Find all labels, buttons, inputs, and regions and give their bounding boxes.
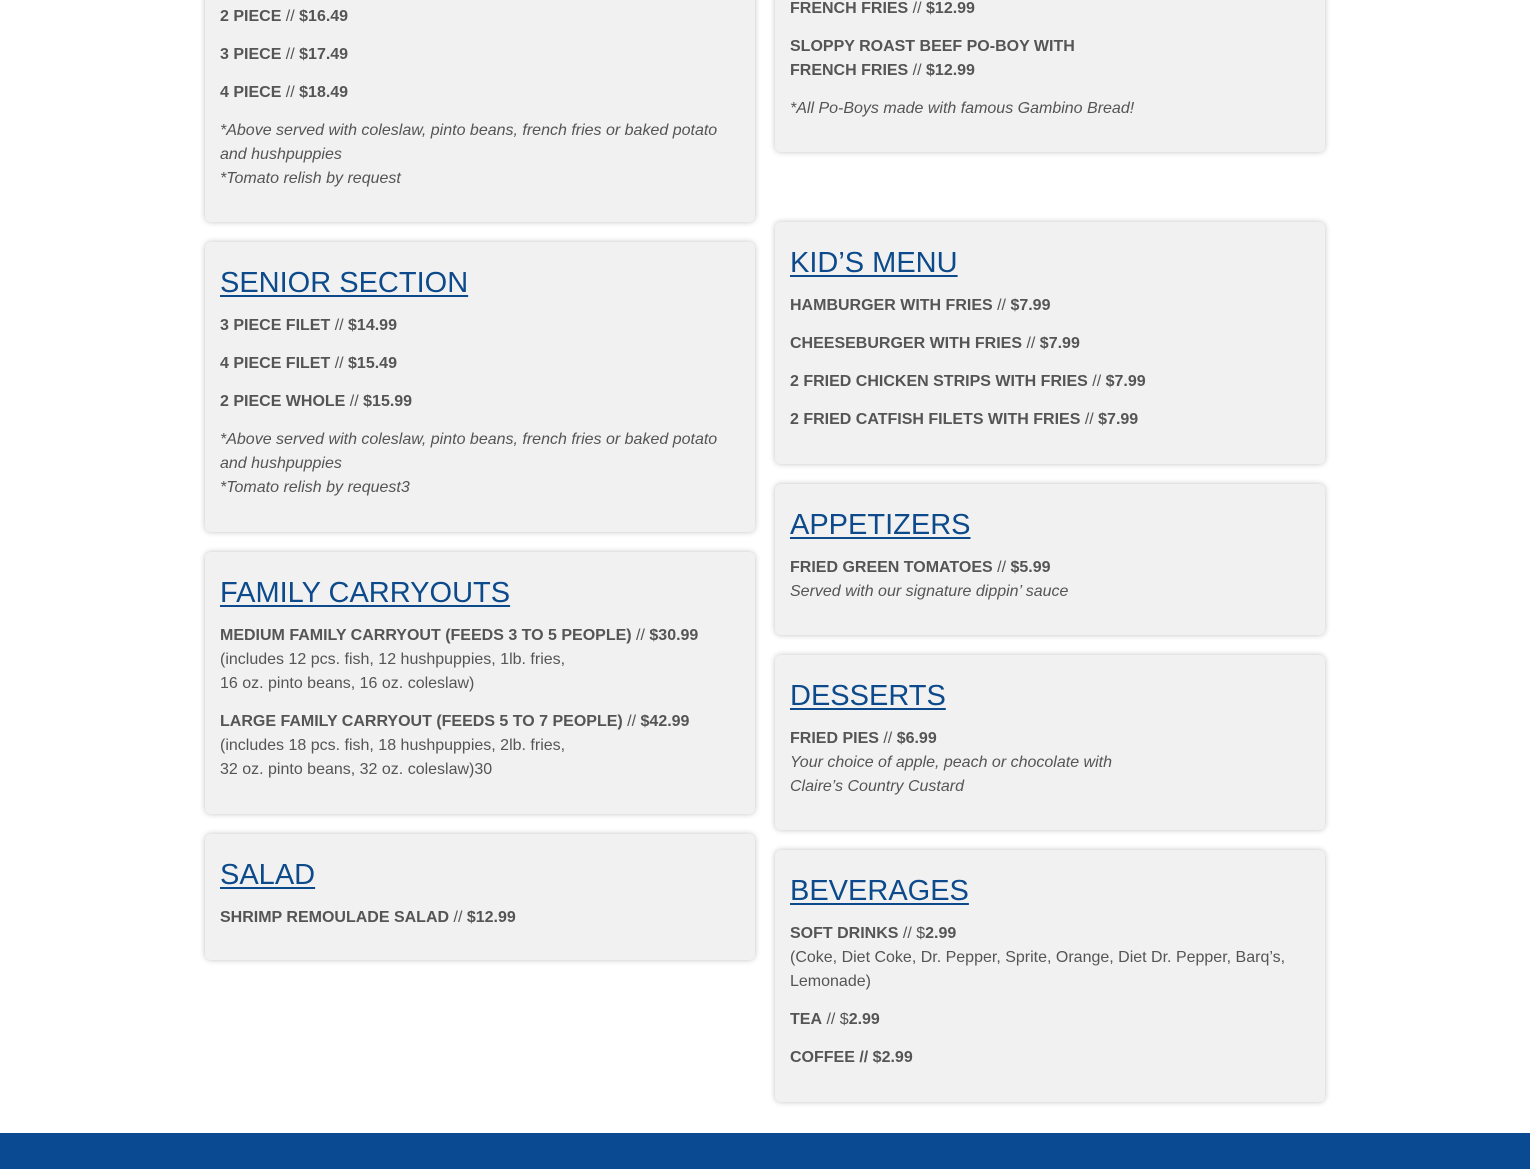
item-price: $7.99: [1098, 411, 1139, 428]
menu-item: [220, 43, 740, 67]
item-price: $12.99: [466, 909, 516, 926]
item-name: FRIED PIES: [790, 730, 879, 747]
item-price: $5.99: [1010, 559, 1051, 576]
menu-item: [220, 624, 740, 696]
item-description: (includes 12 pcs. fish, 12 hushpuppies, 1lb. fries,: [220, 651, 566, 668]
menu-item: [790, 922, 1310, 994]
item-name: TEA: [790, 1011, 822, 1028]
menu-item: [790, 1046, 1310, 1070]
separator: //: [330, 317, 349, 334]
item-price: $14.99: [348, 317, 397, 334]
item-price: 2.99: [925, 925, 957, 942]
menu-item: [790, 727, 1310, 799]
relish-note: *Tomato relish by request3: [220, 479, 410, 496]
item-name: HAMBURGER WITH FRIES: [790, 297, 993, 314]
relish-note: *Tomato relish by request: [220, 170, 401, 187]
item-name: 3 PIECE: [220, 46, 282, 63]
item-name: LARGE FAMILY CARRYOUT (FEEDS 5 TO 7 PEOPLE): [220, 713, 623, 730]
item-description: 16 oz. pinto beans, 16 oz. coleslaw): [220, 675, 475, 692]
menu-item: [790, 294, 1310, 318]
beverages-card: [775, 850, 1325, 1102]
item-price: $6.99: [896, 730, 937, 747]
item-description: 32 oz. pinto beans, 32 oz. coleslaw)30: [220, 761, 493, 778]
section-title: SENIOR SECTION: [220, 267, 469, 299]
sides-note: *Above served with coleslaw, pinto beans, french fries or baked potato and hushpuppies: [220, 122, 718, 163]
item-price: $30.99: [649, 627, 699, 644]
sides-note: *Above served with coleslaw, pinto beans, french fries or baked potato and hushpuppies: [220, 431, 718, 472]
menu-item: [790, 0, 1310, 21]
section-title: APPETIZERS: [790, 509, 971, 541]
item-name: SOFT DRINKS: [790, 925, 899, 942]
item-description: (Coke, Diet Coke, Dr. Pepper, Sprite, Orange, Diet Dr. Pepper, Barq’s, Lemonade): [790, 949, 1286, 990]
item-description: Your choice of apple, peach or chocolate with: [790, 754, 1112, 771]
item-name: FRENCH FRIES: [790, 62, 909, 79]
menu-item: [220, 906, 740, 930]
item-name: FRENCH FRIES: [790, 0, 909, 17]
item-name: CHEESEBURGER WITH FRIES: [790, 335, 1023, 352]
right-column: [775, 0, 1325, 1122]
item-name: 2 PIECE WHOLE: [220, 393, 346, 410]
item-price: $15.49: [348, 355, 397, 372]
item-name: MEDIUM FAMILY CARRYOUT (FEEDS 3 TO 5 PEOPLE): [220, 627, 632, 644]
separator: //: [281, 8, 300, 25]
item-price: $7.99: [1010, 297, 1051, 314]
left-column: [205, 0, 755, 980]
notes: [220, 119, 740, 191]
separator: //: [631, 627, 650, 644]
item-name: 2 FRIED CATFISH FILETS WITH FRIES: [790, 411, 1081, 428]
footer-bar: [0, 1133, 1530, 1169]
separator: //: [345, 393, 364, 410]
section-title: FAMILY CARRYOUTS: [220, 577, 511, 609]
item-name: SLOPPY ROAST BEEF PO-BOY WITH: [790, 38, 1075, 55]
item-price: $15.99: [363, 393, 413, 410]
fish-dinners-card: [205, 0, 755, 222]
separator: //: [992, 297, 1011, 314]
desserts-card: [775, 655, 1325, 830]
item-name: SHRIMP REMOULADE SALAD: [220, 909, 450, 926]
item-price: $42.99: [640, 713, 690, 730]
senior-section-card: [205, 242, 755, 532]
separator: //: [1087, 373, 1106, 390]
item-description: Served with our signature dippin’ sauce: [790, 583, 1069, 600]
menu-item: [220, 710, 740, 782]
menu-item: [790, 1008, 1310, 1032]
section-title: DESSERTS: [790, 680, 946, 712]
item-price: $16.49: [299, 8, 349, 25]
separator: //: [1080, 411, 1099, 428]
separator: //: [281, 46, 300, 63]
menu-item: [790, 556, 1310, 604]
section-title: SALAD: [220, 859, 316, 891]
menu-item: [790, 370, 1310, 394]
item-name: 3 PIECE FILET: [220, 317, 331, 334]
item-price: $12.99: [926, 0, 975, 17]
item-description: (includes 18 pcs. fish, 18 hushpuppies, 2lb. fries,: [220, 737, 566, 754]
item-name: 4 PIECE: [220, 84, 282, 101]
item-name: FRIED GREEN TOMATOES: [790, 559, 993, 576]
item-price: $7.99: [1039, 335, 1080, 352]
separator: // $: [898, 925, 926, 942]
separator: //: [622, 713, 641, 730]
item-description: Claire’s Country Custard: [790, 778, 964, 795]
section-title: BEVERAGES: [790, 875, 969, 907]
po-boys-card: [775, 0, 1325, 152]
separator: //: [449, 909, 467, 926]
menu-item: [790, 332, 1310, 356]
salad-card: [205, 834, 755, 960]
item-price: 2.99: [848, 1011, 880, 1028]
menu-item: [220, 81, 740, 105]
family-carryouts-card: [205, 552, 755, 814]
separator: //: [330, 355, 349, 372]
notes: [220, 428, 740, 500]
item-name: 2 PIECE: [220, 8, 282, 25]
menu-item: [220, 314, 740, 338]
item-name: 4 PIECE FILET: [220, 355, 331, 372]
separator: //: [908, 62, 927, 79]
item-price: $7.99: [1105, 373, 1146, 390]
section-title: KID’S MENU: [790, 247, 958, 279]
separator: //: [1022, 335, 1040, 352]
item-name: 2 FRIED CHICKEN STRIPS WITH FRIES: [790, 373, 1088, 390]
menu-item: [220, 390, 740, 414]
appetizers-card: [775, 484, 1325, 635]
separator: // $: [822, 1011, 849, 1028]
bread-note: *All Po-Boys made with famous Gambino Bread!: [790, 100, 1135, 117]
item-name: COFFEE // $2.99: [790, 1049, 913, 1066]
menu-item: [220, 5, 740, 29]
menu-item: [790, 35, 1310, 83]
menu-item: [220, 352, 740, 376]
item-price: $18.49: [299, 84, 349, 101]
item-price: $12.99: [926, 62, 975, 79]
separator: //: [908, 0, 927, 17]
kids-menu-card: [775, 222, 1325, 464]
separator: //: [281, 84, 300, 101]
separator: //: [878, 730, 897, 747]
separator: //: [992, 559, 1011, 576]
menu-item: [790, 408, 1310, 432]
item-price: $17.49: [299, 46, 349, 63]
